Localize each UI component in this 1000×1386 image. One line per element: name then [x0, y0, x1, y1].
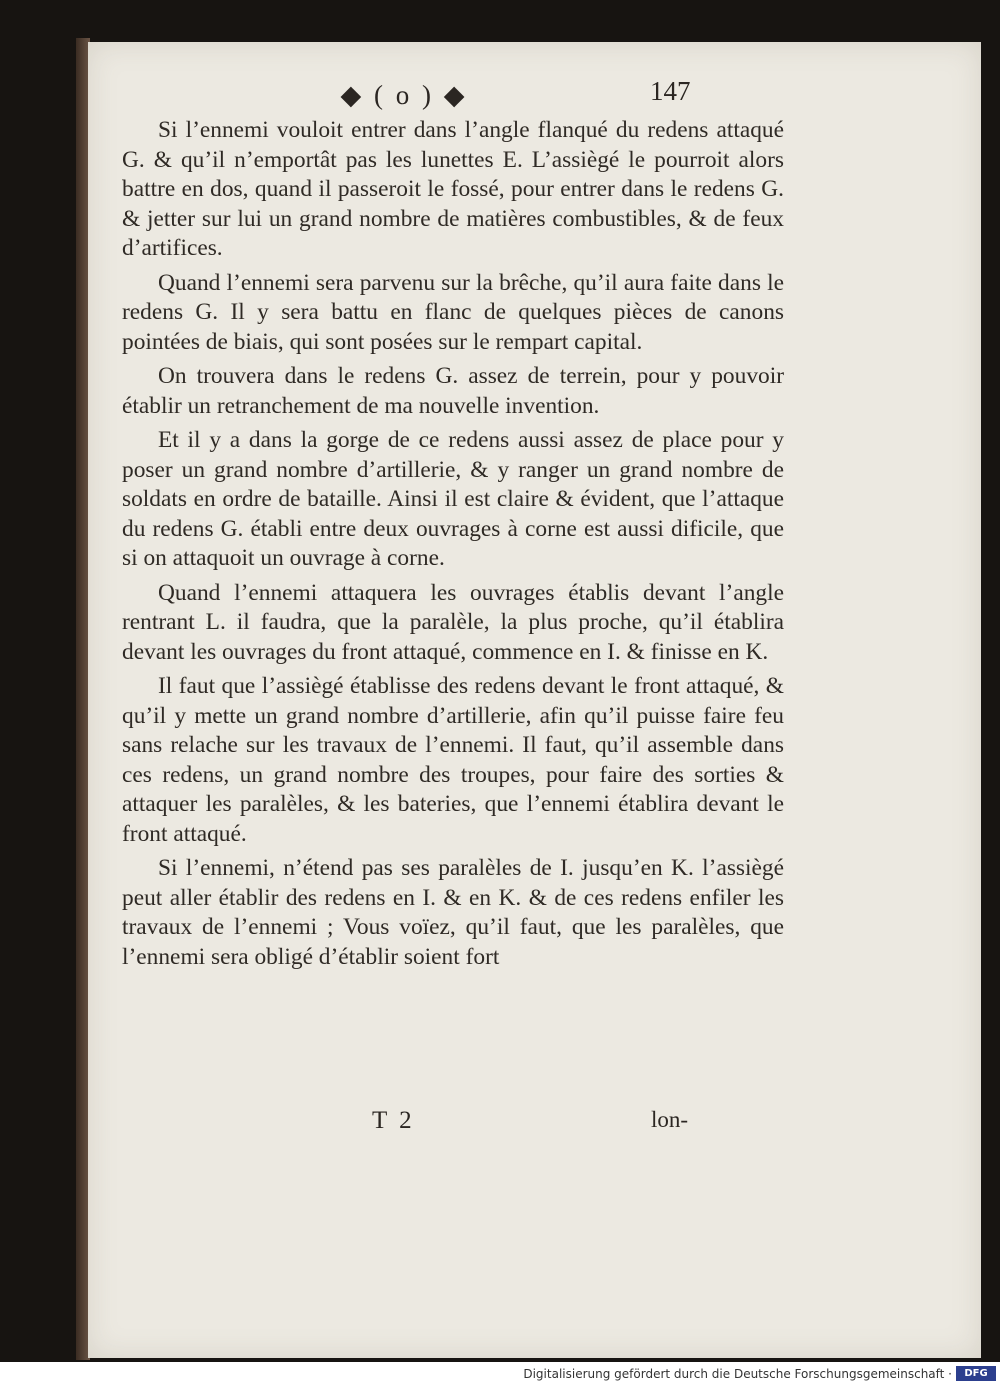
paragraph: On trouvera dans le redens G. assez de terrein, pour y pouvoir établir un retranchement de ma nouvelle invention. — [122, 363, 784, 419]
funding-credit: Digitalisierung gefördert durch die Deutsche Forschungsgemeinschaft · — [523, 1367, 952, 1381]
paragraph: Quand l’ennemi sera parvenu sur la brêche, qu’il aura faite dans le redens G. Il y sera battu en flanc de quelques pièces de canons pointées de biais, qui sont posées sur le rempart capital. — [122, 269, 784, 355]
page-number: 147 — [650, 76, 691, 106]
running-head: ◆ ( o ) ◆ — [340, 80, 468, 110]
paragraph: Et il y a dans la gorge de ce redens aussi assez de place pour y poser un grand nombre d’artillerie, & y ranger un grand nombre de soldats en ordre de bataille. Ainsi il est claire & évident, que l’attaque du redens G. établi entre deux ouvrages à corne est aussi dificile, que si on attaquoit un ouvrage à corne. — [122, 427, 784, 571]
paragraph: Quand l’ennemi attaquera les ouvrages établis devant l’angle rentrant L. il faudra, que la paralèle, la plus proche, qu’il établira devant les ouvrages du front attaqué, commence en I. & finisse en K. — [122, 579, 784, 665]
paragraph: Si l’ennemi vouloit entrer dans l’angle flanqué du redens attaqué G. & qu’il n’emportât pas les lunettes E. L’assiègé le pourroit alors battre en dos, quand il passeroit le fossé, pour entrer dans le redens G. & jetter sur lui un grand nombre de matières combustibles, & de feux d’artifices. — [122, 117, 784, 261]
body-text — [122, 116, 784, 977]
dfg-logo: DFG — [956, 1366, 996, 1381]
footer-bar — [0, 1362, 1000, 1386]
catchword: lon- — [651, 1107, 689, 1132]
signature-mark: T 2 — [372, 1107, 415, 1134]
paragraph: Il faut que l’assiègé établisse des redens devant le front attaqué, & qu’il y mette un grand nombre d’artillerie, afin qu’il puisse faire feu sans relache sur les travaux de l’ennemi. Il faut, qu’il assemble dans ces redens, un grand nombre des troupes, pour faire des sorties & attaquer les paralèles, & les bateries, que l’ennemi établira devant le front attaqué. — [122, 673, 784, 847]
paragraph: Si l’ennemi, n’étend pas ses paralèles de I. jusqu’en K. l’assiègé peut aller établir des redens en I. & en K. & de ces redens enfiler les travaux de l’ennemi ; Vous voïez, qu’il faut, que les paralèles, que l’ennemi sera obligé d’établir soient fort — [122, 855, 784, 970]
